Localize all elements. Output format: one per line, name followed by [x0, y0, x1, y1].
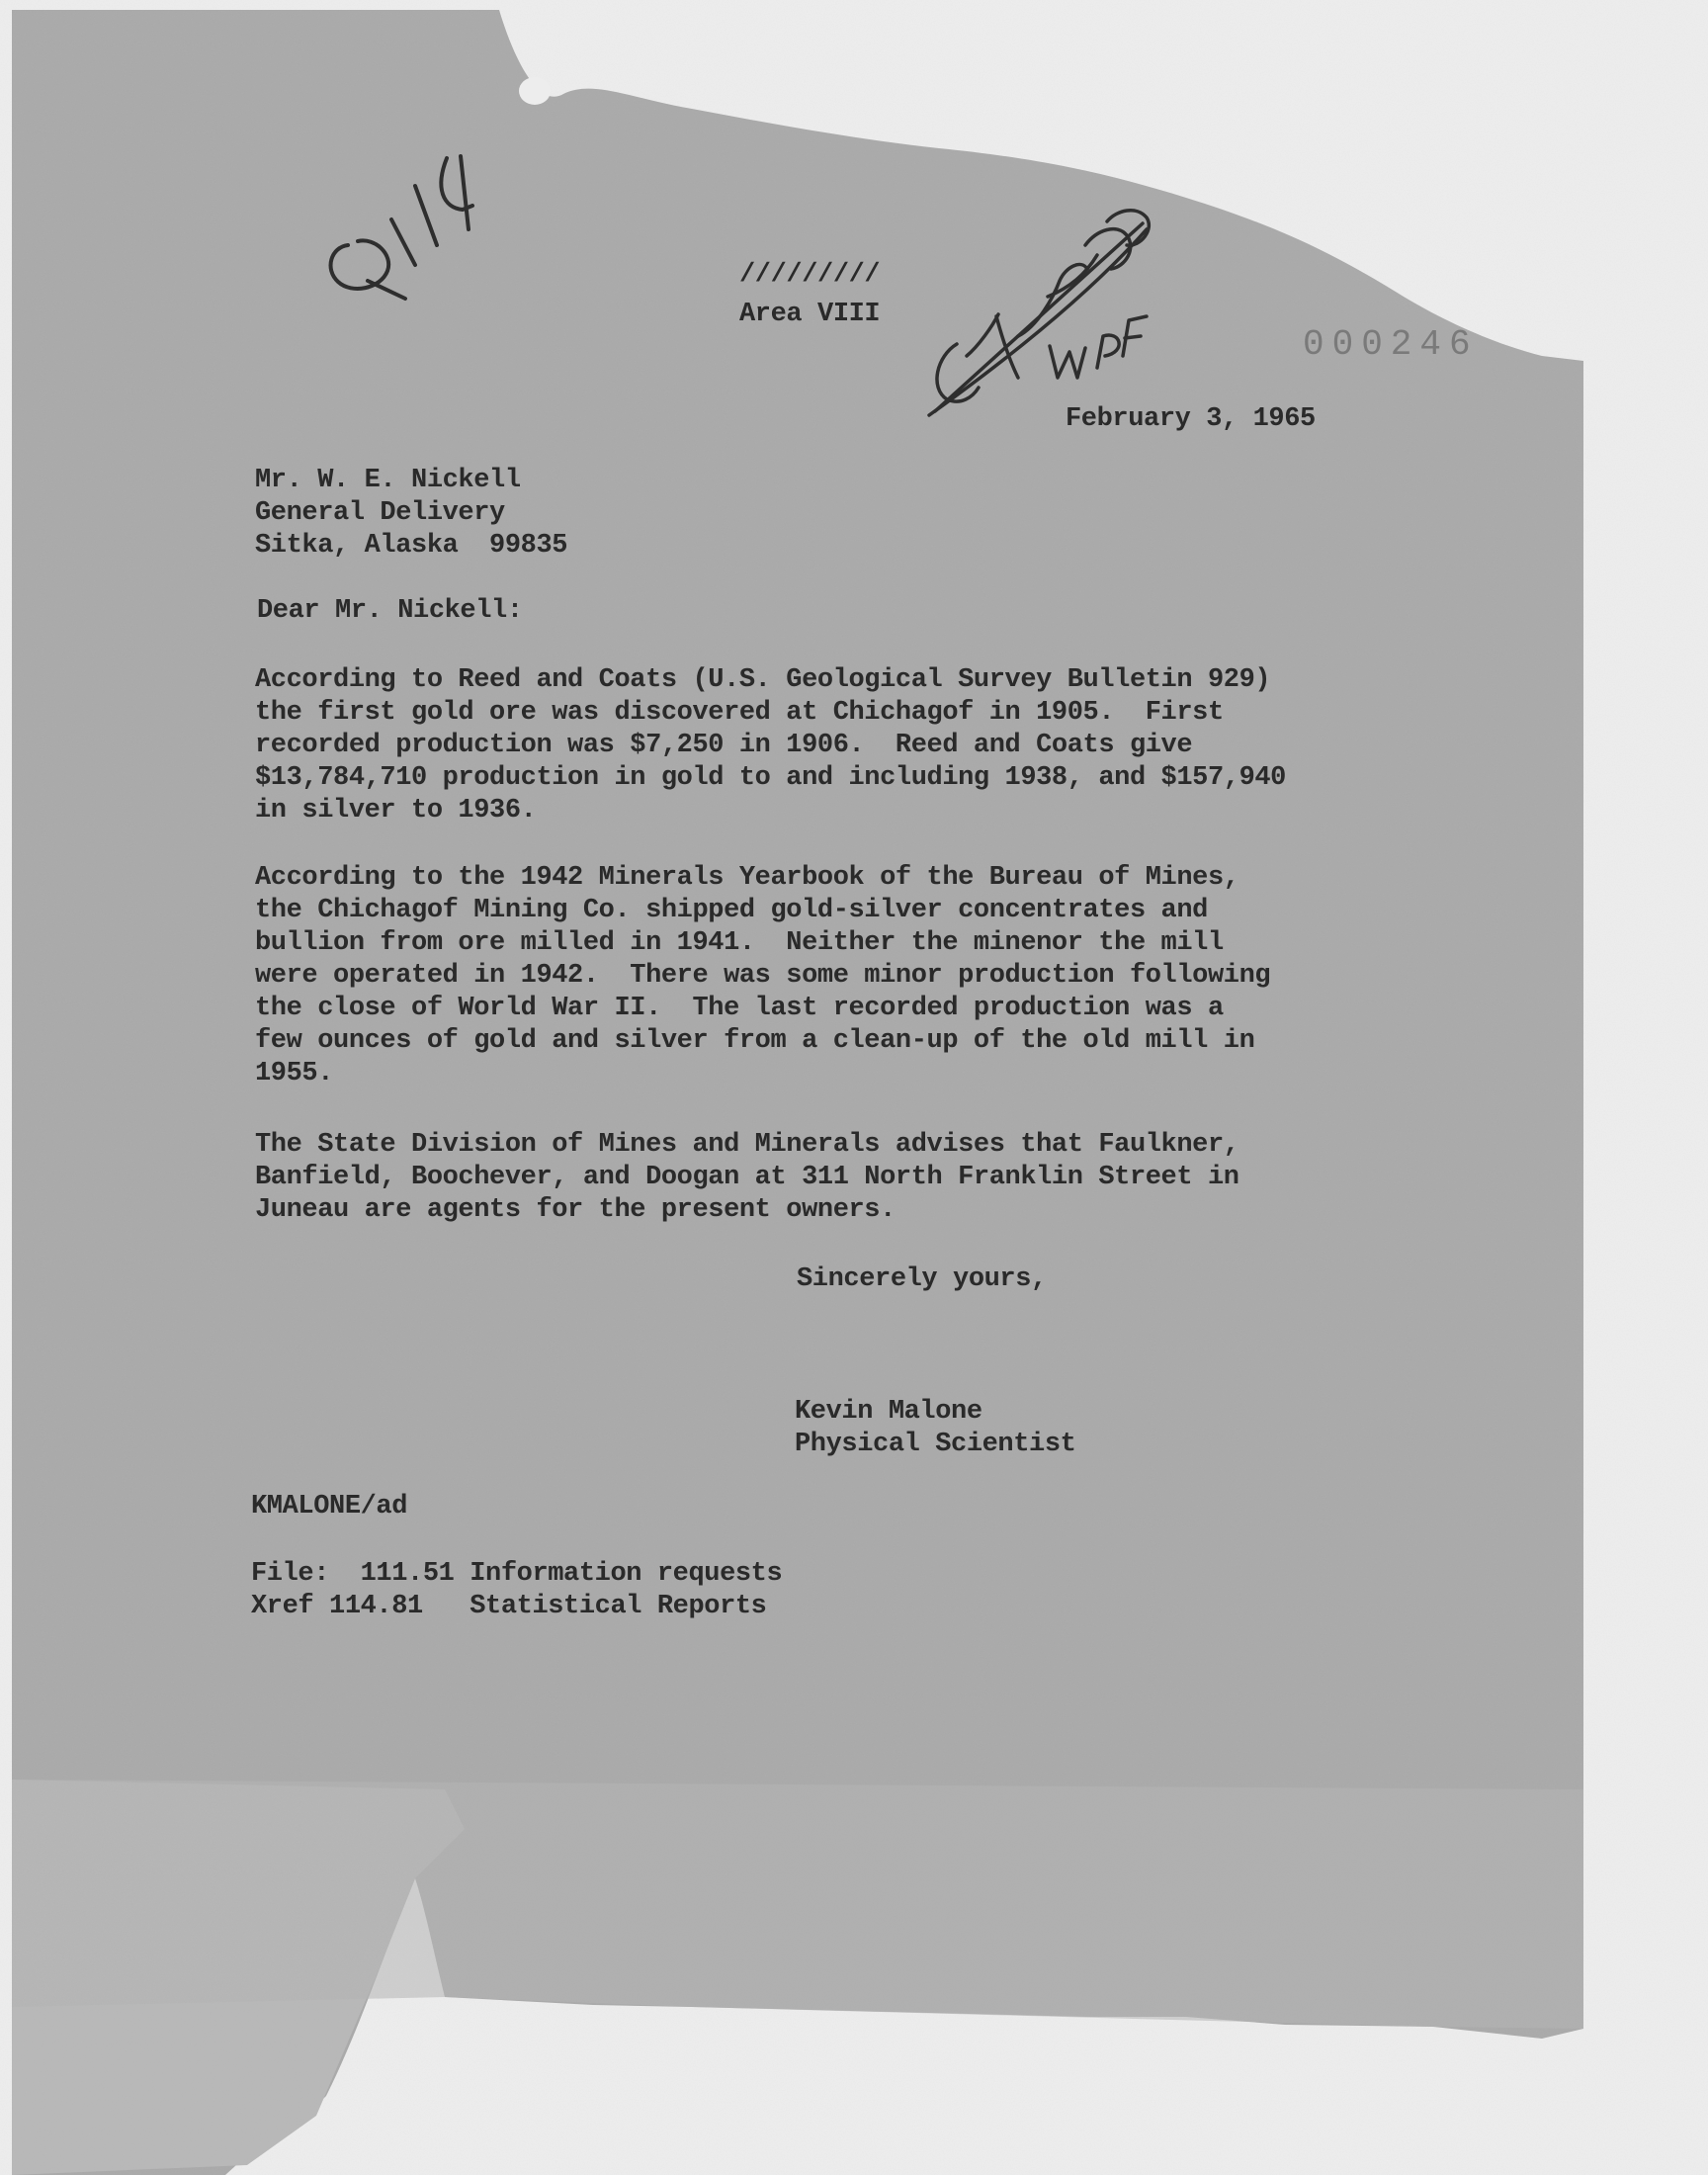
body-line: the first gold ore was discovered at Chichagof in 1905. First: [255, 698, 1224, 728]
address-line: Mr. W. E. Nickell: [255, 466, 521, 495]
filing-references: [251, 1558, 1358, 1623]
body-paragraph-1: [255, 664, 1362, 827]
body-line: $13,784,710 production in gold to and including 1938, and $157,940: [255, 763, 1286, 793]
salutation: Dear Mr. Nickell:: [257, 596, 523, 626]
body-line: According to Reed and Coats (U.S. Geological Survey Bulletin 929): [255, 665, 1271, 695]
body-line: bullion from ore milled in 1941. Neither the minenor the mill: [255, 928, 1224, 958]
body-paragraph-2: [255, 862, 1362, 1090]
xref-line: Xref 114.81 Statistical Reports: [251, 1592, 767, 1621]
signature-block: [795, 1396, 1388, 1461]
signer-name: Kevin Malone: [795, 1397, 982, 1427]
file-line: File: 111.51 Information requests: [251, 1559, 783, 1589]
body-paragraph-3: [255, 1129, 1362, 1227]
body-line: few ounces of gold and silver from a clean-up of the old mill in: [255, 1026, 1255, 1056]
body-line: recorded production was $7,250 in 1906. Reed and Coats give: [255, 731, 1193, 760]
body-line: The State Division of Mines and Minerals advises that Faulkner,: [255, 1130, 1239, 1160]
body-line: According to the 1942 Minerals Yearbook of the Bureau of Mines,: [255, 863, 1239, 893]
address-line: General Delivery: [255, 498, 505, 528]
recipient-address: [255, 465, 1362, 563]
body-line: Juneau are agents for the present owners.: [255, 1195, 896, 1225]
typist-initials: KMALONE/ad: [251, 1492, 408, 1522]
body-line: 1955.: [255, 1059, 334, 1088]
letter-date: February 3, 1965: [1066, 404, 1316, 434]
body-line: Banfield, Boochever, and Doogan at 311 North Franklin Street in: [255, 1163, 1239, 1192]
address-line: Sitka, Alaska 99835: [255, 531, 568, 561]
body-line: the close of World War II. The last recorded production was a: [255, 994, 1224, 1023]
document-number: 000246: [1303, 324, 1479, 365]
body-line: the Chichagof Mining Co. shipped gold-silver concentrates and: [255, 896, 1208, 925]
body-line: were operated in 1942. There was some minor production following: [255, 961, 1271, 991]
signer-title: Physical Scientist: [795, 1430, 1076, 1459]
header-slashes: /////////: [739, 260, 881, 290]
closing: Sincerely yours,: [797, 1264, 1047, 1294]
area-label: Area VIII: [739, 300, 881, 329]
body-line: in silver to 1936.: [255, 796, 537, 826]
